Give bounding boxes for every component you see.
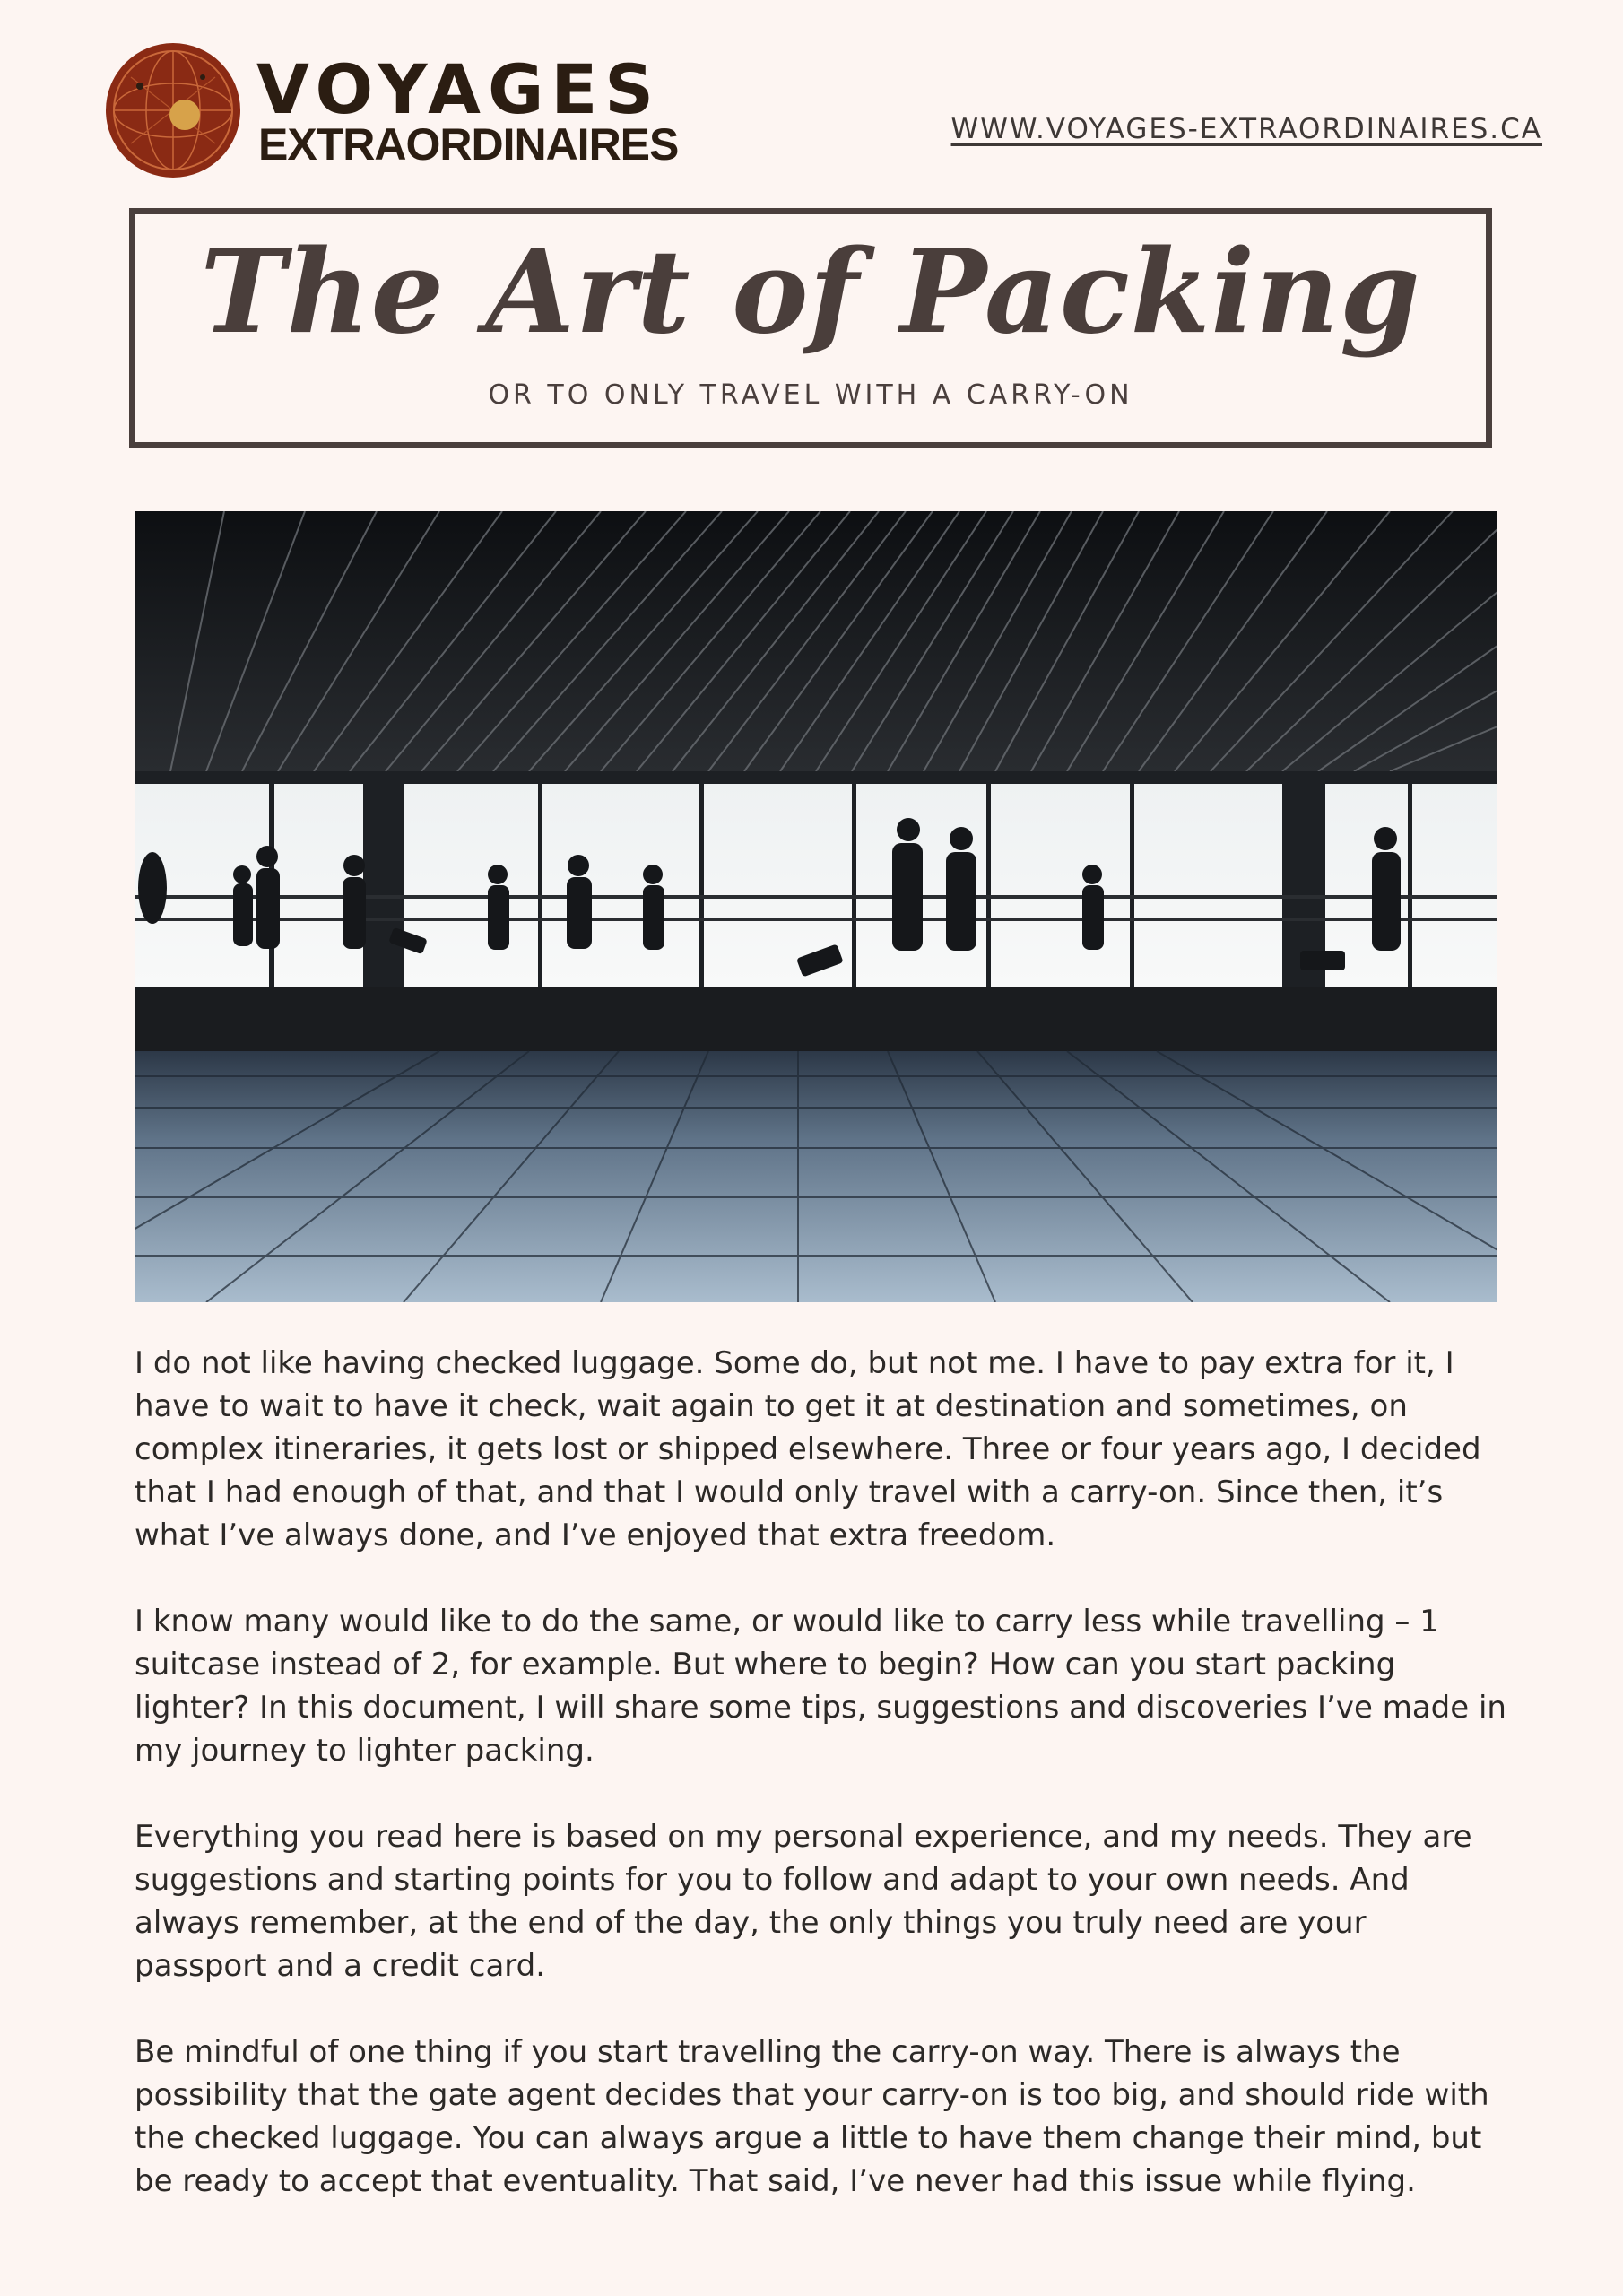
body-text [135, 1342, 1506, 2246]
paragraph: I do not like having checked luggage. Some do, but not me. I have to pay extra for it, I have to wait to have it check, wait again to get it at destination and sometimes, on complex itineraries, it gets lost or shipped elsewhere. Three or four years ago, I decided that I had enough of that, and that I would only travel with a carry-on. Since then, it’s what I’ve always done, and I’ve enjoyed that extra freedom. [135, 1345, 1481, 1553]
compass-globe-icon [104, 41, 242, 179]
paragraph: Be mindful of one thing if you start travelling the carry-on way. There is always the possibility that the gate agent decides that your carry-on is too big, and should ride with the checked luggage. You can always argue a little to have them change their mind, but be ready to accept that eventuality. That said, I’ve never had this issue while flying. [135, 2034, 1489, 2199]
paragraph: Everything you read here is based on my personal experience, and my needs. They are suggestions and starting points for you to follow and adapt to your own needs. And always remember, at the end of the day, the only things you truly need are your passport and a credit card. [135, 1819, 1472, 1984]
page-header [0, 0, 1623, 197]
brand-logo[interactable] [104, 39, 678, 183]
page-title: The Art of Packing [200, 225, 1421, 360]
page-subtitle: OR TO ONLY TRAVEL WITH A CARRY-ON [488, 379, 1133, 411]
brand-name-line2: EXTRAORDINAIRES [258, 119, 679, 170]
title-frame [129, 208, 1492, 448]
brand-name-line1: VOYAGES [256, 49, 661, 129]
hero-image [135, 511, 1497, 1302]
website-link[interactable]: WWW.VOYAGES-EXTRAORDINAIRES.CA [950, 113, 1542, 145]
paragraph: I know many would like to do the same, or would like to carry less while travelling – 1 suitcase instead of 2, for example. But where to begin? How can you start packing lighter? In this document, I will share some tips, suggestions and discoveries I’ve made in my journey to lighter packing. [135, 1604, 1506, 1769]
